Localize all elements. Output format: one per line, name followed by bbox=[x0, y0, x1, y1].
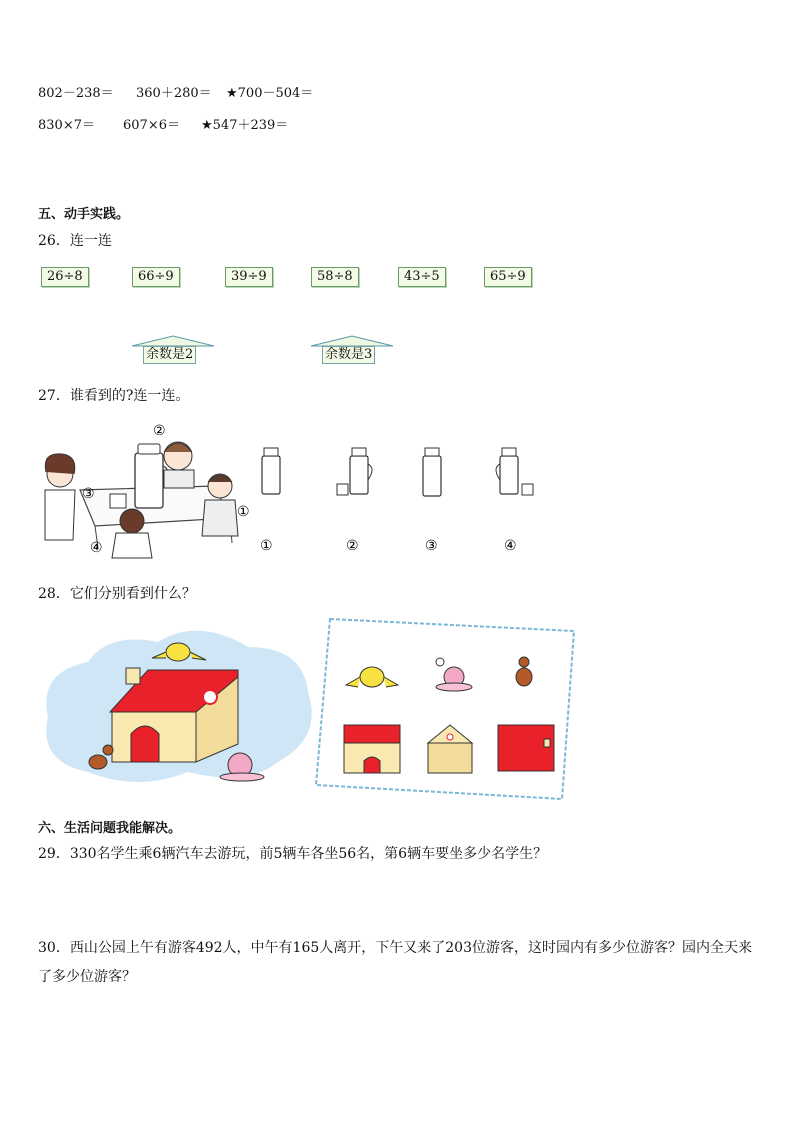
division-card[interactable]: 26÷8 bbox=[41, 267, 89, 287]
scene-label: ③ bbox=[82, 486, 95, 502]
calc-item: ★700－504＝ bbox=[226, 86, 314, 101]
view-label: ④ bbox=[504, 538, 517, 554]
section-title: 五、动手实践。 bbox=[38, 207, 130, 222]
kettle-views bbox=[255, 440, 555, 560]
division-card[interactable]: 58÷8 bbox=[311, 267, 359, 287]
division-card[interactable]: 66÷9 bbox=[132, 267, 180, 287]
question-27: 27．谁看到的?连一连。 bbox=[38, 388, 190, 404]
question-26: 26．连一连 bbox=[38, 233, 112, 249]
house-roofs bbox=[0, 330, 794, 390]
question-30-line-2: 了多少位游客？ bbox=[38, 969, 136, 985]
calc-item: 607×6＝ bbox=[123, 118, 180, 133]
question-28: 28．它们分别看到什么？ bbox=[38, 586, 196, 602]
house-scene-illustration bbox=[38, 622, 318, 792]
scene-label: ④ bbox=[90, 540, 103, 556]
calc-item: 830×7＝ bbox=[38, 118, 95, 133]
division-card[interactable]: 43÷5 bbox=[398, 267, 446, 287]
calc-item: 802－238＝ bbox=[38, 86, 114, 101]
view-label: ② bbox=[346, 538, 359, 554]
section-title: 六、生活问题我能解决。 bbox=[38, 821, 182, 836]
remainder-target[interactable]: 余数是3 bbox=[322, 346, 375, 364]
scene-table-illustration bbox=[40, 418, 290, 558]
calc-item: 360＋280＝ bbox=[136, 86, 212, 101]
view-label: ③ bbox=[425, 538, 438, 554]
division-card[interactable]: 39÷9 bbox=[225, 267, 273, 287]
scene-label: ① bbox=[237, 504, 250, 520]
view-label: ① bbox=[260, 538, 273, 554]
division-card[interactable]: 65÷9 bbox=[484, 267, 532, 287]
calc-item: ★547＋239＝ bbox=[201, 118, 289, 133]
picture-options-card bbox=[312, 617, 582, 802]
scene-label: ② bbox=[153, 423, 166, 439]
question-30-line-1: 30．西山公园上午有游客492人，中午有165人离开，下午又来了203位游客，这时园内有多少位游客？园内全天来 bbox=[38, 940, 752, 956]
remainder-target[interactable]: 余数是2 bbox=[143, 346, 196, 364]
question-29: 29．330名学生乘6辆汽车去游玩，前5辆车各坐56名，第6辆车要坐多少名学生？ bbox=[38, 846, 548, 862]
